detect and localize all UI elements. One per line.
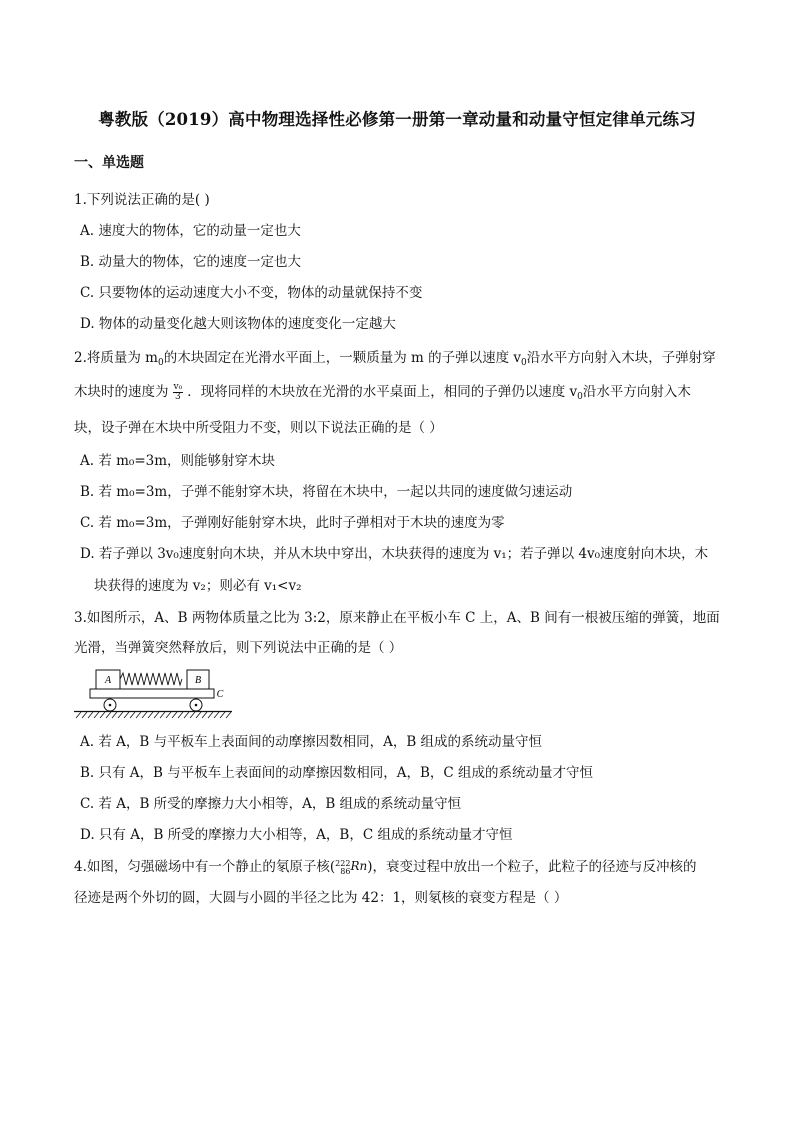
question-3-option-d: D. 只有 A，B 所受的摩擦力大小相等，A，B，C 组成的系统动量才守恒: [80, 827, 513, 843]
fraction-numerator: v₀: [173, 382, 183, 392]
q4-text-1a: 4.如图，匀强磁场中有一个静止的氡原子核(: [74, 859, 336, 875]
section-heading: 一、单选题: [74, 155, 144, 171]
question-2-stem-line-2: [74, 383, 691, 406]
question-2-option-b: B. 若 m₀=3m，子弹不能射穿木块，将留在木块中，一起以共同的速度做匀速运动: [80, 484, 573, 500]
question-4-stem-line-1: [74, 858, 696, 876]
cart-c-label: C: [216, 689, 224, 700]
question-1-option-b: B. 动量大的物体，它的速度一定也大: [80, 254, 302, 270]
document-title: 粤教版（2019）高中物理选择性必修第一册第一章动量和动量守恒定律单元练习: [98, 110, 696, 129]
question-2-option-d-line-1: D. 若子弹以 3v₀速度射向木块，并从木块中穿出，木块获得的速度为 v₁；若子弹以 4v₀速度射向木块，木: [80, 546, 709, 562]
q4-text-1b: )，衰变过程中放出一个粒子，此粒子的径迹与反冲核的: [367, 859, 697, 875]
q2-text-1a: 2.将质量为 m: [74, 350, 158, 366]
q2-text-2b: ．现将同样的木块放在光滑的水平桌面上，相同的子弹仍以速度 v: [187, 384, 578, 400]
block-a-label: A: [104, 675, 112, 686]
question-3-option-b: B. 只有 A，B 与平板车上表面间的动摩擦因数相同，A，B，C 组成的系统动量才守恒: [80, 765, 594, 781]
nuclide-symbol: Rn: [350, 858, 368, 873]
compressed-spring: [120, 673, 182, 685]
question-2-option-c: C. 若 m₀=3m，子弹刚好能射穿木块，此时子弹相对于木块的速度为零: [80, 515, 505, 531]
question-1-option-d: D. 物体的动量变化越大则该物体的速度变化一定越大: [80, 316, 396, 332]
nuclide-mass-number: 222: [335, 858, 351, 868]
question-1-option-c: C. 只要物体的运动速度大小不变，物体的动量就保持不变: [80, 285, 423, 301]
question-3-stem-line-2: 光滑，当弹簧突然释放后，则下列说法中正确的是（ ）: [74, 640, 403, 656]
cart-spring-figure: [72, 665, 232, 721]
ground-hatching: [76, 712, 231, 718]
question-2-option-a: A. 若 m₀=3m，则能够射穿木块: [80, 453, 276, 469]
question-3-option-c: C. 若 A，B 所受的摩擦力大小相等，A，B 组成的系统动量守恒: [80, 796, 462, 812]
velocity-fraction: [173, 383, 184, 402]
left-wheel-axle: [109, 704, 112, 707]
fraction-denominator: 3: [174, 392, 181, 402]
q2-sub-3: 0: [577, 392, 583, 402]
question-2-option-d-line-2: 块获得的速度为 v₂；则必有 v₁<v₂: [94, 578, 302, 594]
question-2-stem-line-1: [74, 349, 716, 372]
question-1-option-a: A. 速度大的物体，它的动量一定也大: [80, 223, 301, 239]
q2-text-1b: 的木块固定在光滑水平面上，一颗质量为 m 的子弹以速度 v: [163, 350, 522, 366]
question-1-stem: 1.下列说法正确的是( ): [74, 192, 210, 208]
question-2-stem-line-3: 块，设子弹在木块中所受阻力不变，则以下说法正确的是（ ）: [74, 420, 443, 436]
right-wheel-axle: [195, 704, 198, 707]
block-b-label: B: [194, 675, 202, 686]
q2-text-2c: 沿水平方向射入木: [582, 384, 691, 400]
nuclide-atomic-number: 86: [340, 866, 351, 876]
radon-nuclide: [335, 860, 367, 876]
question-4-stem-line-2: 径迹是两个外切的圆，大圆与小圆的半径之比为 42：1，则氡核的衰变方程是（ ）: [74, 890, 568, 906]
question-3-stem-line-1: 3.如图所示，A、B 两物体质量之比为 3:2，原来静止在平板小车 C 上，A、B 间有一根被压缩的弹簧，地面: [74, 610, 720, 626]
q2-sub-1: 0: [157, 358, 164, 368]
q2-sub-2: 0: [521, 358, 527, 368]
q2-text-2a: 木块时的速度为: [74, 384, 169, 400]
cart-c: [90, 689, 214, 698]
q2-text-1c: 沿水平方向射入木块，子弹射穿: [526, 350, 716, 366]
question-3-option-a: A. 若 A，B 与平板车上表面间的动摩擦因数相同，A，B 组成的系统动量守恒: [80, 734, 543, 750]
